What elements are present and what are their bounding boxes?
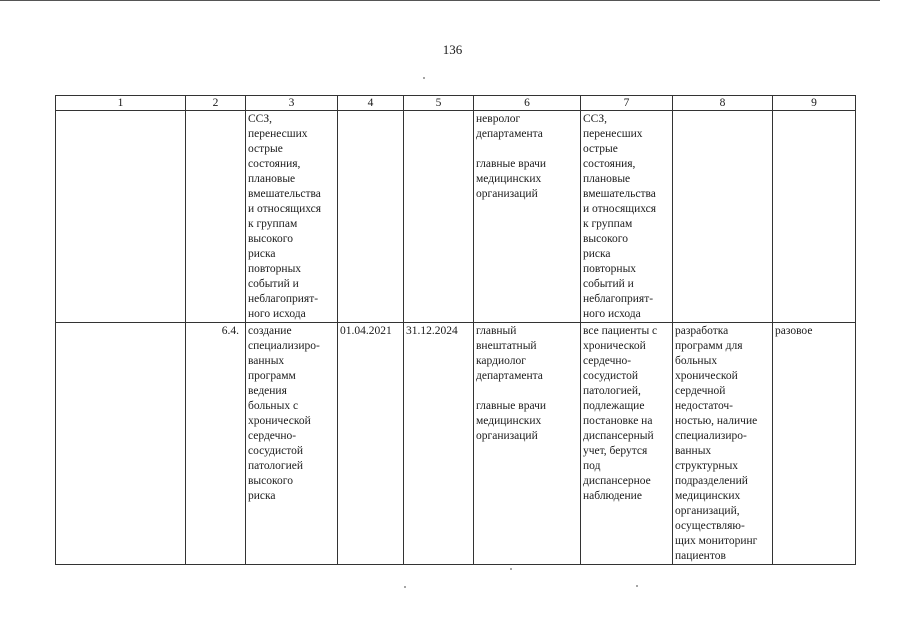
column-header: 2 <box>186 96 246 111</box>
column-header: 5 <box>404 96 474 111</box>
column-header: 1 <box>56 96 186 111</box>
table-cell <box>246 111 338 323</box>
top-rule <box>0 0 880 1</box>
table-cell <box>581 323 673 565</box>
table-cell <box>56 111 186 323</box>
table-cell <box>404 111 474 323</box>
column-header: 4 <box>338 96 404 111</box>
table-cell <box>338 111 404 323</box>
document-table <box>55 95 856 565</box>
table-row <box>56 111 856 323</box>
item-number: 6.4. <box>221 325 239 337</box>
scan-speck <box>404 586 406 588</box>
column-header: 9 <box>773 96 856 111</box>
table-cell <box>673 111 773 323</box>
table-cell <box>186 323 246 565</box>
table-cell <box>474 111 581 323</box>
cell-text: разработка программ для больных хронической сердечной недостаточ- ностью, наличие специализиро- ванных структурных подразделений медицинских организаций, осуществляю- щих мониторинг пациентов <box>675 325 758 562</box>
column-header: 3 <box>246 96 338 111</box>
scan-speck <box>423 77 425 79</box>
cell-text: ССЗ, перенесших острые состояния, плановые вмешательства и относящихся к группам высокого риска повторных событий и неблагоприят- ного исхода <box>583 113 657 320</box>
start-date: 01.04.2021 <box>340 325 392 337</box>
table-cell <box>56 323 186 565</box>
cell-text: ССЗ, перенесших острые состояния, плановые вмешательства и относящихся к группам высокого риска повторных событий и неблагоприят- ного исхода <box>248 113 322 320</box>
column-header: 6 <box>474 96 581 111</box>
table-cell <box>246 323 338 565</box>
table-cell <box>186 111 246 323</box>
table-cell <box>773 323 856 565</box>
column-header: 8 <box>673 96 773 111</box>
table-cell <box>773 111 856 323</box>
end-date: 31.12.2024 <box>406 325 458 337</box>
cell-text: все пациенты с хронической сердечно- сосудистой патологией, подлежащие постановке на диспансерный учет, берутся под диспансерное наблюдение <box>583 325 658 502</box>
table-cell <box>673 323 773 565</box>
table-cell <box>581 111 673 323</box>
cell-text: создание специализиро- ванных программ ведения больных с хронической сердечно- сосудистой патологией высокого риска <box>248 325 320 502</box>
header-row <box>56 96 856 111</box>
cell-text: невролог департамента главные врачи медицинских организаций <box>476 113 547 200</box>
page-number: 136 <box>442 42 463 57</box>
table-cell <box>338 323 404 565</box>
scan-speck <box>636 585 638 587</box>
table-cell <box>404 323 474 565</box>
column-header: 7 <box>581 96 673 111</box>
scan-speck <box>510 568 512 570</box>
cell-text: главный внештатный кардиолог департамента главные врачи медицинских организаций <box>476 325 547 442</box>
cell-text: разовое <box>775 325 813 337</box>
table-cell <box>474 323 581 565</box>
table-row <box>56 323 856 565</box>
